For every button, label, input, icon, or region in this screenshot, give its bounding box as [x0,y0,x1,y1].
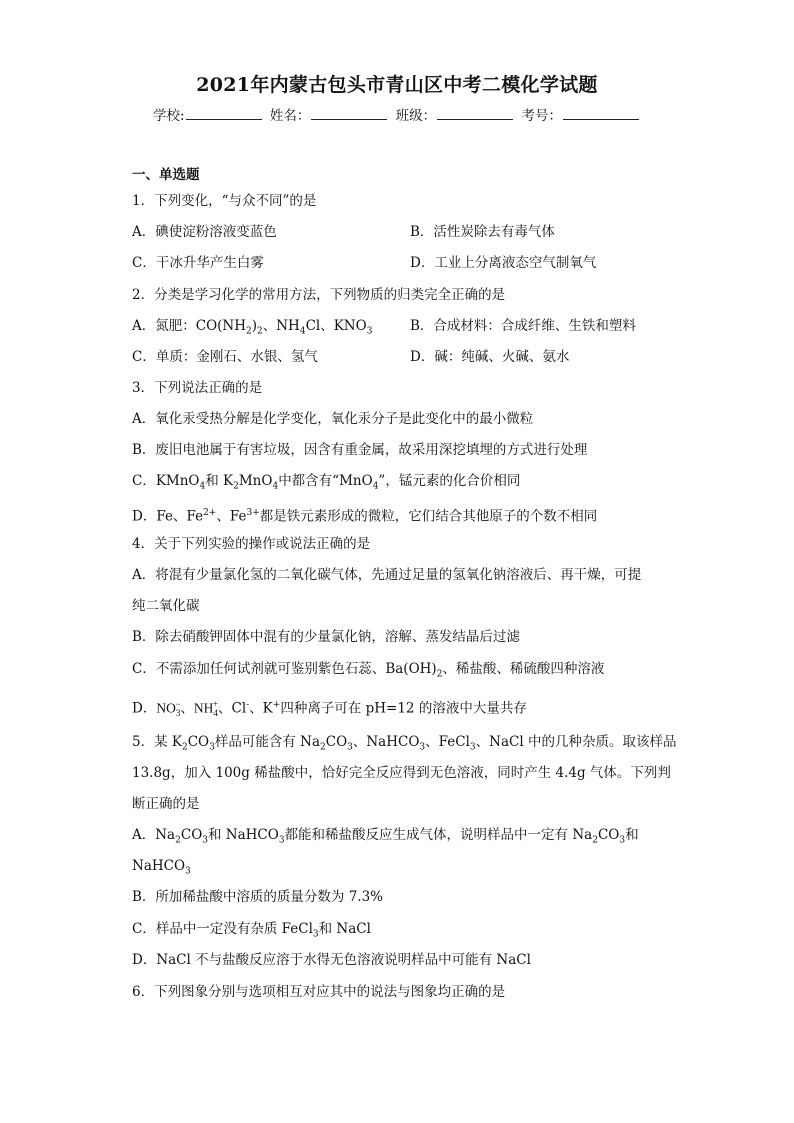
name-blank[interactable] [311,107,387,120]
ammonium-ion: $NH_4^+$ [193,699,218,719]
q5-option-c: C．样品中一定没有杂质 FeCl$_3$和 NaCl [132,921,371,940]
q5-option-b: B．所加稀盐酸中溶质的质量分数为 7.3% [132,889,384,905]
q3-option-c: C．KMnO$_4$和 $K_2MnO_4$中都含有“MnO$_4$”，锰元素的化合价相同 [132,473,521,492]
q1-option-c: C．干冰升华产生白雾 [132,255,264,271]
q2-option-a: A．氮肥：$CO(NH_2)_2$、$NH_4Cl$、$KNO_3$ [132,318,373,337]
q3-option-b: B．废旧电池属于有害垃圾，因含有重金属，故采用深挖填埋的方式进行处理 [132,442,588,458]
q3-stem: 3．下列说法正确的是 [132,380,263,396]
q5-option-a-line2: NaHCO$_3$ [132,858,191,877]
q3-option-a: A．氧化汞受热分解是化学变化，氧化汞分子是此变化中的最小微粒 [132,411,534,427]
class-blank[interactable] [437,107,513,120]
q4-option-a-line2: 纯二氧化碳 [132,598,200,614]
q3-option-d: D．Fe、$Fe^{2+}$、$Fe^{3+}$都是铁元素形成的微粒，它们结合其他原子的个数不相同 [132,508,598,525]
school-blank[interactable] [186,107,262,120]
number-label: 考号： [521,108,562,124]
q6-stem: 6．下列图象分别与选项相互对应其中的说法与图象均正确的是 [132,984,506,1000]
q1-option-a: A．碘使淀粉溶液变蓝色 [132,224,277,240]
q2-option-b: B．合成材料：合成纤维、生铁和塑料 [410,318,636,334]
q5-stem-line1: 5．某 $K_2CO_3$样品可能含有 $Na_2CO_3$、NaHCO$_3$、FeCl$_3$、NaCl 中的几种杂质。取该样品 [132,734,677,753]
school-label: 学校: [153,108,185,124]
q2-option-d: D．碱：纯碱、火碱、氨水 [410,349,570,365]
student-info-row [0,104,794,124]
name-label: 姓名： [269,108,311,124]
q2-stem: 2．分类是学习化学的常用方法，下列物质的归类完全正确的是 [132,287,506,303]
q1-option-b: B．活性炭除去有毒气体 [410,224,555,240]
q5-stem-line3: 断正确的是 [132,796,200,812]
q4-option-c: C．不需添加任何试剂就可鉴别紫色石蕊、$Ba(OH)_2$、稀盐酸、稀硫酸四种溶液 [132,661,605,680]
q4-option-a-line1: A．将混有少量氯化氢的二氧化碳气体，先通过足量的氢氧化钠溶液后、再干燥，可提 [132,567,642,583]
section-heading: 一、单选题 [132,167,200,183]
q5-option-d: D．NaCl 不与盐酸反应溶于水得无色溶液说明样品中可能有 NaCl [132,952,531,968]
q4-option-d: D．$NO_3^-$、$NH_4^+$、Cl-、K+四种离子可在 pH=12 的溶液中大量共存 [132,695,527,722]
q4-stem: 4．关于下列实验的操作或说法正确的是 [132,536,371,552]
q2-option-c: C．单质：金刚石、水银、氢气 [132,349,318,365]
q1-option-d: D．工业上分离液态空气制氧气 [410,255,597,271]
q4-option-b: B．除去硝酸钾固体中混有的少量氯化钠，溶解、蒸发结晶后过滤 [132,629,520,645]
class-label: 班级： [395,108,437,124]
q5-option-a-line1: A．$Na_2CO_3$和 NaHCO$_3$都能和稀盐酸反应生成气体，说明样品中一定有 $Na_2CO_3$和 [132,827,639,846]
q5-stem-line2: 13.8g，加入 100g 稀盐酸中，恰好完全反应得到无色溶液，同时产生 4.4g 气体。下列判 [132,765,671,781]
page-title: 2021年内蒙古包头市青山区中考二模化学试题 [196,74,598,96]
nitrate-ion: $NO_3^-$ [156,699,181,719]
q1-stem: 1．下列变化，“与众不同”的是 [132,193,317,209]
number-blank[interactable] [563,107,639,120]
